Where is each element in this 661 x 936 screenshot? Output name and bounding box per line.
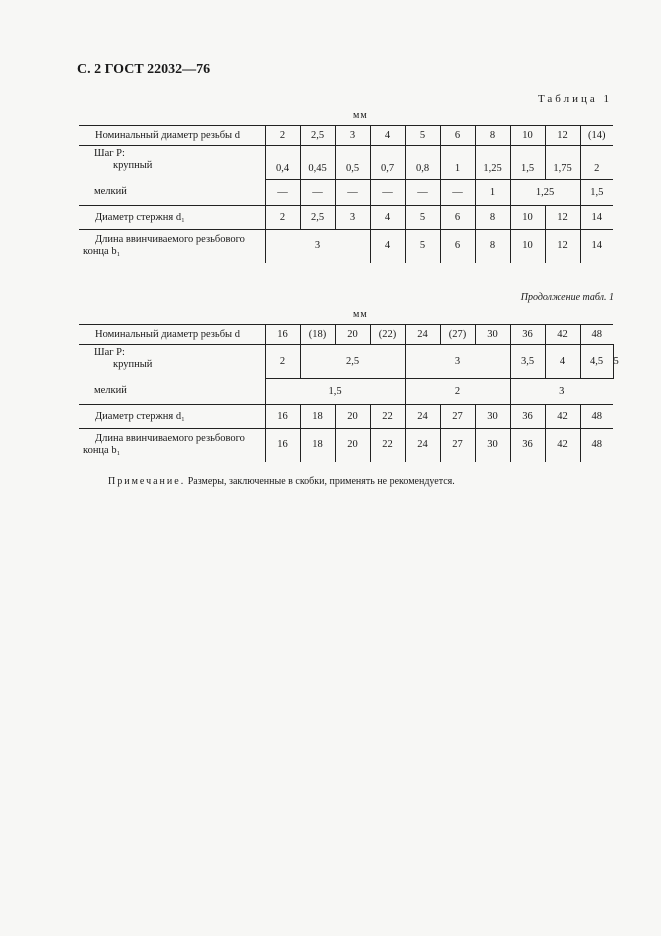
table-1-continued	[79, 324, 619, 462]
cell: 14	[580, 206, 613, 230]
cell: 0,5	[335, 160, 370, 180]
cell: 5	[405, 206, 440, 230]
cell: 0,45	[300, 160, 335, 180]
table2-length-row	[79, 429, 613, 462]
cell: 42	[545, 429, 580, 462]
cell: 20	[335, 429, 370, 462]
table2-pitch-header-row: Шаг P: 2 2,5 3 3,5 4 4,5 5	[79, 345, 613, 359]
cell: 1,75	[545, 160, 580, 180]
cell: 4	[370, 230, 405, 263]
cell: 3,5	[510, 345, 545, 379]
cell: 3	[405, 345, 510, 379]
cell: 20	[335, 405, 370, 429]
cell: 10	[510, 206, 545, 230]
table1-pitch-header-row	[79, 146, 613, 160]
cell: 3	[510, 379, 613, 405]
table1-fine-row	[79, 180, 613, 206]
cell: 1	[440, 160, 475, 180]
cell: 1,5	[265, 379, 405, 405]
cell: 5	[405, 126, 440, 146]
cell: 2	[265, 206, 300, 230]
cell: 16	[265, 429, 300, 462]
row-label: Шаг P:	[94, 147, 125, 159]
cell: 2	[405, 379, 510, 405]
cell: 30	[475, 325, 510, 345]
cell: 30	[475, 405, 510, 429]
cell: 18	[300, 429, 335, 462]
cell: 8	[475, 206, 510, 230]
cell: 24	[405, 429, 440, 462]
row-label: Шаг P:	[94, 346, 125, 358]
cell: 4,5	[580, 345, 613, 379]
table2-unit: мм	[353, 309, 368, 320]
table2-shank-row	[79, 405, 613, 429]
cell: 10	[510, 126, 545, 146]
cell: 6	[440, 230, 475, 263]
cell: 36	[510, 429, 545, 462]
table1-unit: мм	[353, 110, 368, 121]
cell: 2	[265, 345, 300, 379]
cell: 5	[405, 230, 440, 263]
table1-diameter-row	[79, 126, 613, 146]
cell: 1,25	[475, 160, 510, 180]
continuation-caption: Продолжение табл. 1	[520, 292, 614, 303]
cell: —	[370, 180, 405, 206]
cell: 42	[545, 325, 580, 345]
cell: 4	[370, 126, 405, 146]
table1-coarse-row	[79, 160, 613, 180]
cell: 22	[370, 429, 405, 462]
cell: 36	[510, 405, 545, 429]
cell: 3	[335, 206, 370, 230]
cell: 36	[510, 325, 545, 345]
cell: —	[265, 180, 300, 206]
cell: 3	[335, 126, 370, 146]
cell: 18	[300, 405, 335, 429]
cell: 1,5	[580, 180, 613, 206]
table2-diameter-row	[79, 325, 613, 345]
cell: 10	[510, 230, 545, 263]
cell: 2,5	[300, 126, 335, 146]
page-header: С. 2 ГОСТ 22032—76	[77, 62, 211, 77]
cell: 1,25	[510, 180, 580, 206]
cell: 12	[545, 206, 580, 230]
cell: 0,4	[265, 160, 300, 180]
cell: 14	[580, 230, 613, 263]
cell: 48	[580, 429, 613, 462]
cell: —	[440, 180, 475, 206]
cell: 27	[440, 429, 475, 462]
cell: 4	[370, 206, 405, 230]
row-label: мелкий	[79, 180, 265, 206]
cell: —	[300, 180, 335, 206]
cell: 48	[580, 325, 613, 345]
cell: 3	[265, 230, 370, 263]
cell: 1,5	[510, 160, 545, 180]
table-caption: Таблица 1	[537, 93, 612, 105]
row-label: Номинальный диаметр резьбы d	[79, 325, 265, 345]
row-label: Длина ввинчиваемого резьбового конца b₁	[83, 234, 245, 258]
cell: 48	[580, 405, 613, 429]
cell: 2,5	[300, 206, 335, 230]
cell: 20	[335, 325, 370, 345]
cell: 2	[265, 126, 300, 146]
row-label: Диаметр стержня d₁	[79, 206, 265, 230]
cell: 16	[265, 325, 300, 345]
cell: 8	[475, 126, 510, 146]
cell: 42	[545, 405, 580, 429]
footnote-label: Примечание.	[108, 476, 186, 487]
cell: 24	[405, 325, 440, 345]
cell: 6	[440, 206, 475, 230]
row-label: крупный	[113, 159, 153, 171]
cell: 2,5	[300, 345, 405, 379]
footnote-text: Размеры, заключенные в скобки, применять не рекомендуется.	[187, 476, 455, 487]
cell: 4	[545, 345, 580, 379]
cell: 16	[265, 405, 300, 429]
cell: 30	[475, 429, 510, 462]
table1-shank-row	[79, 206, 613, 230]
footnote	[108, 476, 455, 487]
row-label: Диаметр стержня d₁	[79, 405, 265, 429]
cell: 12	[545, 126, 580, 146]
cell: 22	[370, 405, 405, 429]
row-label: Номинальный диаметр резьбы d	[79, 126, 265, 146]
row-label: Длина ввинчиваемого резьбового конца b₁	[83, 433, 245, 457]
cell: 1	[475, 180, 510, 206]
cell: —	[335, 180, 370, 206]
table-1	[79, 125, 613, 263]
table2-fine-row	[79, 379, 613, 405]
table1-length-row	[79, 230, 613, 263]
cell: 0,8	[405, 160, 440, 180]
row-label: мелкий	[79, 379, 265, 405]
cell: (22)	[370, 325, 405, 345]
cell: —	[405, 180, 440, 206]
cell: 12	[545, 230, 580, 263]
cell: 24	[405, 405, 440, 429]
cell: (14)	[580, 126, 613, 146]
cell: (18)	[300, 325, 335, 345]
row-label: крупный	[113, 358, 153, 370]
cell: 6	[440, 126, 475, 146]
cell: (27)	[440, 325, 475, 345]
cell: 8	[475, 230, 510, 263]
cell: 2	[580, 160, 613, 180]
cell: 27	[440, 405, 475, 429]
cell: 0,7	[370, 160, 405, 180]
